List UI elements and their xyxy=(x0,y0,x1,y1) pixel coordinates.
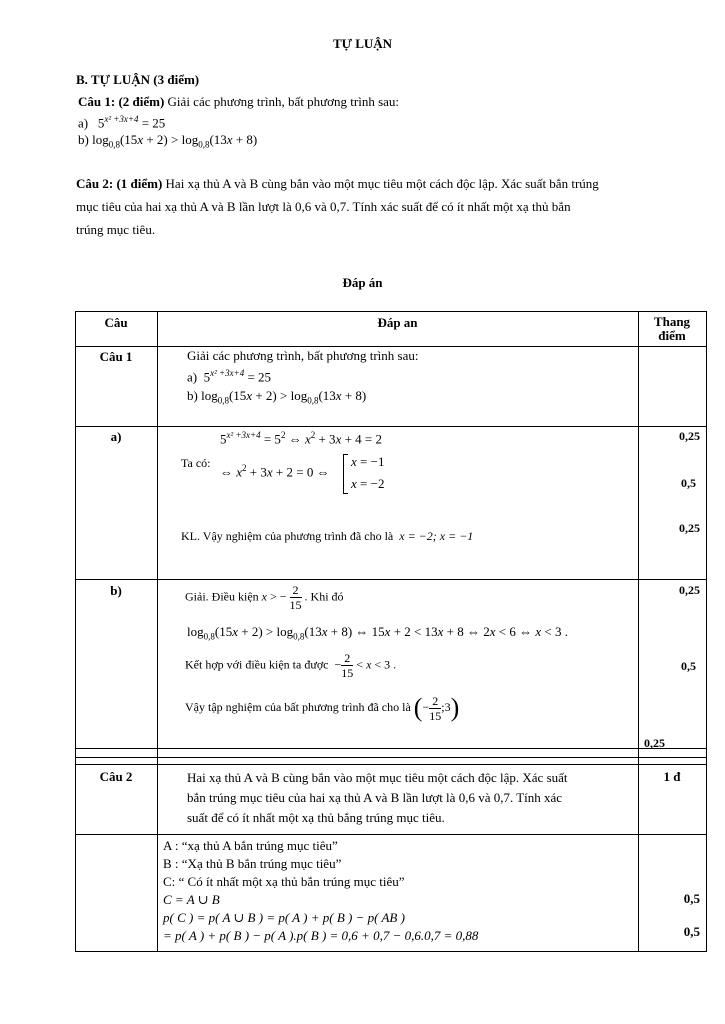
row-a-root2: x = −2 xyxy=(351,476,385,491)
row-sol2-line-3: C: “ Có ít nhất một xạ thủ bắn trúng mục tiêu” xyxy=(163,874,405,889)
row-a-conclusion xyxy=(181,529,473,544)
row-b-score-2: 0,5 xyxy=(681,659,696,673)
row-sol2-line-5: p( C ) = p( A ∪ B ) = p( A ) + p( B ) − p( AB ) xyxy=(163,910,405,925)
row-b-label: b) xyxy=(110,583,122,598)
row-b-line4-pre: Vậy tập nghiệm của bất phương trình đã cho là xyxy=(185,699,411,714)
row-a-conclusion-text: KL. Vậy nghiệm của phương trình đã cho là xyxy=(181,529,394,543)
q1-a-label: a) xyxy=(78,115,89,131)
row-cau2-text-1: Hai xạ thủ A và B cùng bắn vào một mục tiêu một cách độc lập. Xác suất xyxy=(187,770,568,785)
row-sol2-score-1: 0,5 xyxy=(683,891,700,906)
row-a-ta-co: Ta có: xyxy=(181,456,211,470)
header-dap-an: Đáp an xyxy=(377,315,418,330)
row-cau2-text xyxy=(187,768,568,828)
row-b-line4: Vậy tập nghiệm của bất phương trình đã cho là (− $\frac{2}{15}$ ;3) xyxy=(185,693,460,723)
row-a-score-3: 0,25 xyxy=(679,521,700,535)
row-a-eq2: ⇔ $x^2 + 3x + 2 = 0$ ⇔ xyxy=(220,463,330,480)
row-b-line3: Kết hợp với điều kiện ta được − $\frac{2}{15}$ < x < 3 . xyxy=(185,651,397,680)
row-b-line2: $\log_{0,8}(15x + 2) > \log_{0,8}(13x + 8)$ ⇔ 15x + 2 < 13x + 8 ⇔ 2x < 6 ⇔ x < 3 . xyxy=(187,624,568,642)
row-b-line1-pre: Giải. Điều kiện xyxy=(185,589,259,604)
row-a-conclusion-math: x = −2; x = −1 xyxy=(399,529,474,543)
row-cau2-label: Câu 2 xyxy=(99,769,133,784)
row-b-line1-post: . Khi đó xyxy=(304,589,344,604)
row-a-eq1: $5^{x^2 +3x+4} = 5^2$ ⇔ $x^2 + 3x + 4 = 2$ xyxy=(220,430,383,447)
row-sol2-text xyxy=(163,837,478,945)
row-cau1-label: Câu 1 xyxy=(99,349,133,364)
q2-text-2: mục tiêu của hai xạ thủ A và B lần lượt là 0,6 và 0,7. Tính xác suất để có ít nhất một xạ thủ bắn xyxy=(76,199,571,214)
fraction-2-15: $\frac{2}{15}$ xyxy=(289,583,302,612)
row-cau1-prompt: Giải các phương trình, bất phương trình sau: xyxy=(187,348,419,363)
page-title: TỰ LUẬN xyxy=(332,36,393,51)
header-thang: Thang xyxy=(653,314,691,329)
row-cau1-a-label: a) xyxy=(187,369,198,385)
q1-label: Câu 1: (2 điểm) xyxy=(78,94,165,109)
answer-title: Đáp án xyxy=(342,275,383,290)
header-diem: điểm xyxy=(658,328,686,343)
row-a-score-2: 0,5 xyxy=(681,476,696,490)
row-cau1-a: a) $5^{x^2 +3x+4} = 25$ xyxy=(187,368,272,385)
row-cau2-text-3: suất để có ít nhất một xạ thủ bắng trúng mục tiêu. xyxy=(187,810,445,825)
row-a-score-1: 0,25 xyxy=(679,429,700,443)
row-cau2-text-2: bắn trúng mục tiêu của hai xạ thủ A và B lần lượt là 0,6 và 0,7. Tính xác xyxy=(187,790,563,805)
row-cau2-score: 1 đ xyxy=(663,769,681,784)
header-thang-diem xyxy=(638,315,706,343)
row-b-score-3: 0,25 xyxy=(644,736,665,750)
q1-b: b) $\log_{0,8}(15x + 2) > \log_{0,8}(13x + 8)$ xyxy=(78,132,258,150)
q1-a: a) $5^{x^2 +3x+4} = 25$ xyxy=(78,114,166,131)
row-sol2-line-6: = p( A ) + p( B ) − p( A ).p( B ) = 0,6 + 0,7 − 0,6.0,7 = 0,88 xyxy=(163,928,479,943)
row-sol2-line-2: B : “Xạ thủ B bắn trúng mục tiêu” xyxy=(163,856,342,871)
row-b-score-1: 0,25 xyxy=(679,583,700,597)
fraction-2-15-b: $\frac{2}{15}$ xyxy=(341,651,354,680)
row-a-bracket xyxy=(343,454,348,494)
row-sol2-line-1: A : “xạ thủ A bắn trúng mục tiêu” xyxy=(163,838,338,853)
row-b-line3-pre: Kết hợp với điều kiện ta được xyxy=(185,657,329,672)
q2-paragraph xyxy=(76,172,676,241)
row-b-line1: Giải. Điều kiện x > − $\frac{2}{15}$ . Khi đó xyxy=(185,583,344,612)
q1-b-label: b) xyxy=(78,132,89,147)
row-sol2-line-4: C = A ∪ B xyxy=(163,892,220,907)
q2-text-3: trúng mục tiêu. xyxy=(76,222,156,237)
q2-text-1: Hai xạ thủ A và B cùng bắn vào một mục tiêu một cách độc lập. Xác suất bắn trúng xyxy=(165,176,599,191)
header-cau: Câu xyxy=(104,315,128,330)
row-a-root1: x = −1 xyxy=(351,454,385,469)
row-cau1-b: b) $\log_{0,8}(15x + 2) > \log_{0,8}(13x + 8)$ xyxy=(187,388,367,406)
row-sol2-score-2: 0,5 xyxy=(683,924,700,939)
row-cau1-b-label: b) xyxy=(187,388,198,403)
q1-prompt: Giải các phương trình, bất phương trình sau: xyxy=(167,94,400,109)
section-heading: B. TỰ LUẬN (3 điểm) xyxy=(76,72,200,87)
answer-table xyxy=(75,311,707,952)
fraction-2-15-c: $\frac{2}{15}$ xyxy=(429,693,442,723)
q1-line xyxy=(78,94,399,110)
row-a-label: a) xyxy=(110,429,122,444)
q2-label: Câu 2: (1 điểm) xyxy=(76,176,163,191)
